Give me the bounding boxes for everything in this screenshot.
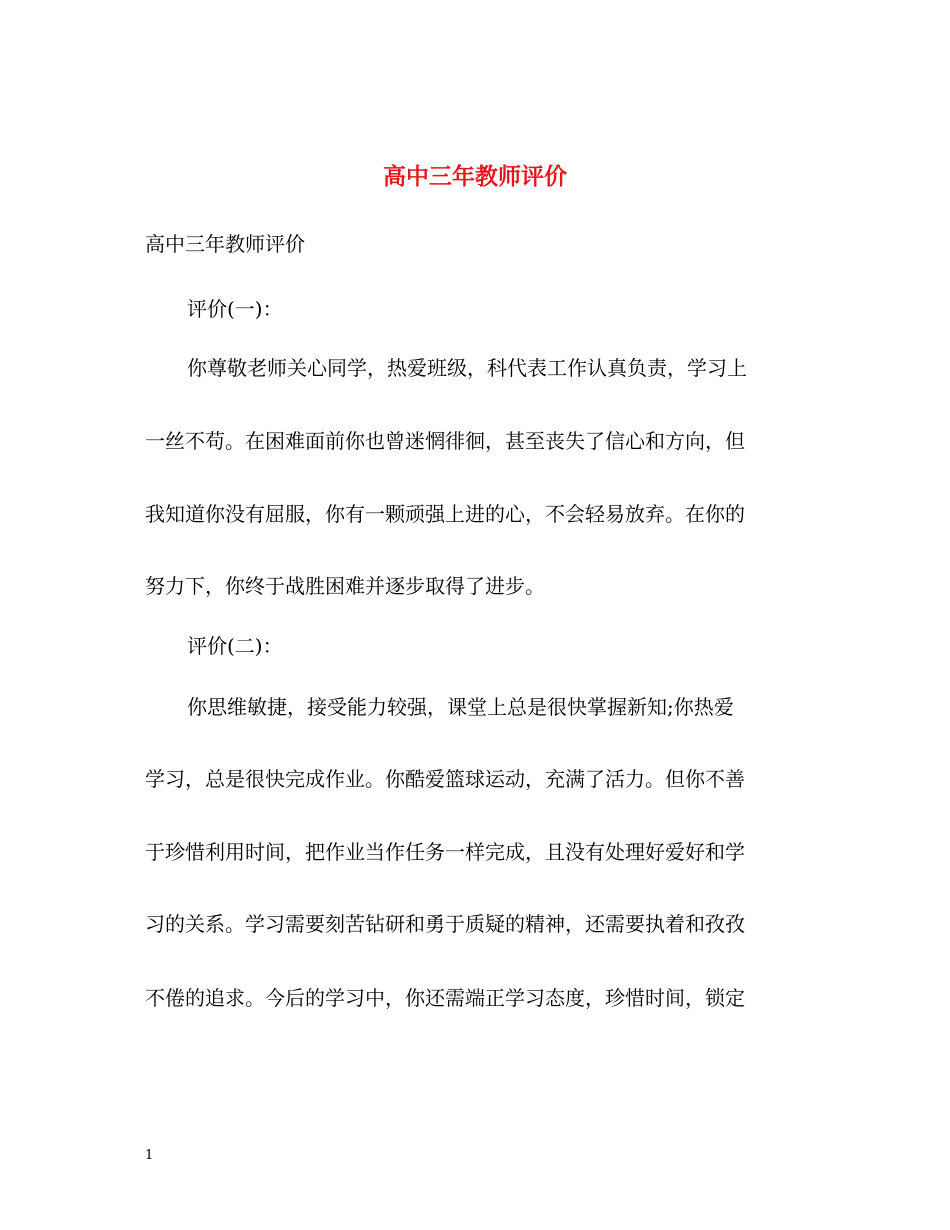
section-heading-2: 评价(二)： [187,634,283,658]
paragraph-line: 学习，总是很快完成作业。你酷爱篮球运动，充满了活力。但你不善 [145,767,745,791]
paragraph-line: 你尊敬老师关心同学，热爱班级，科代表工作认真负责，学习上 [187,356,747,380]
paragraph-line: 一丝不苟。在困难面前你也曾迷惘徘徊，甚至丧失了信心和方向，但 [145,429,745,453]
paragraph-line: 努力下，你终于战胜困难并逐步取得了进步。 [145,574,545,598]
section-heading-1: 评价(一)： [187,297,283,321]
document-title: 高中三年教师评价 [383,163,567,191]
paragraph-line: 你思维敏捷，接受能力较强，课堂上总是很快掌握新知;你热爱 [187,695,734,719]
page-number: 1 [145,1148,154,1163]
paragraph-line: 不倦的追求。今后的学习中，你还需端正学习态度，珍惜时间，锁定 [145,986,745,1010]
paragraph-line: 我知道你没有屈服，你有一颗顽强上进的心，不会轻易放弃。在你的 [145,502,745,526]
paragraph-line: 于珍惜利用时间，把作业当作任务一样完成，且没有处理好爱好和学 [145,840,745,864]
paragraph-line: 习的关系。学习需要刻苦钻研和勇于质疑的精神，还需要执着和孜孜 [145,912,745,936]
document-subtitle: 高中三年教师评价 [145,232,305,256]
